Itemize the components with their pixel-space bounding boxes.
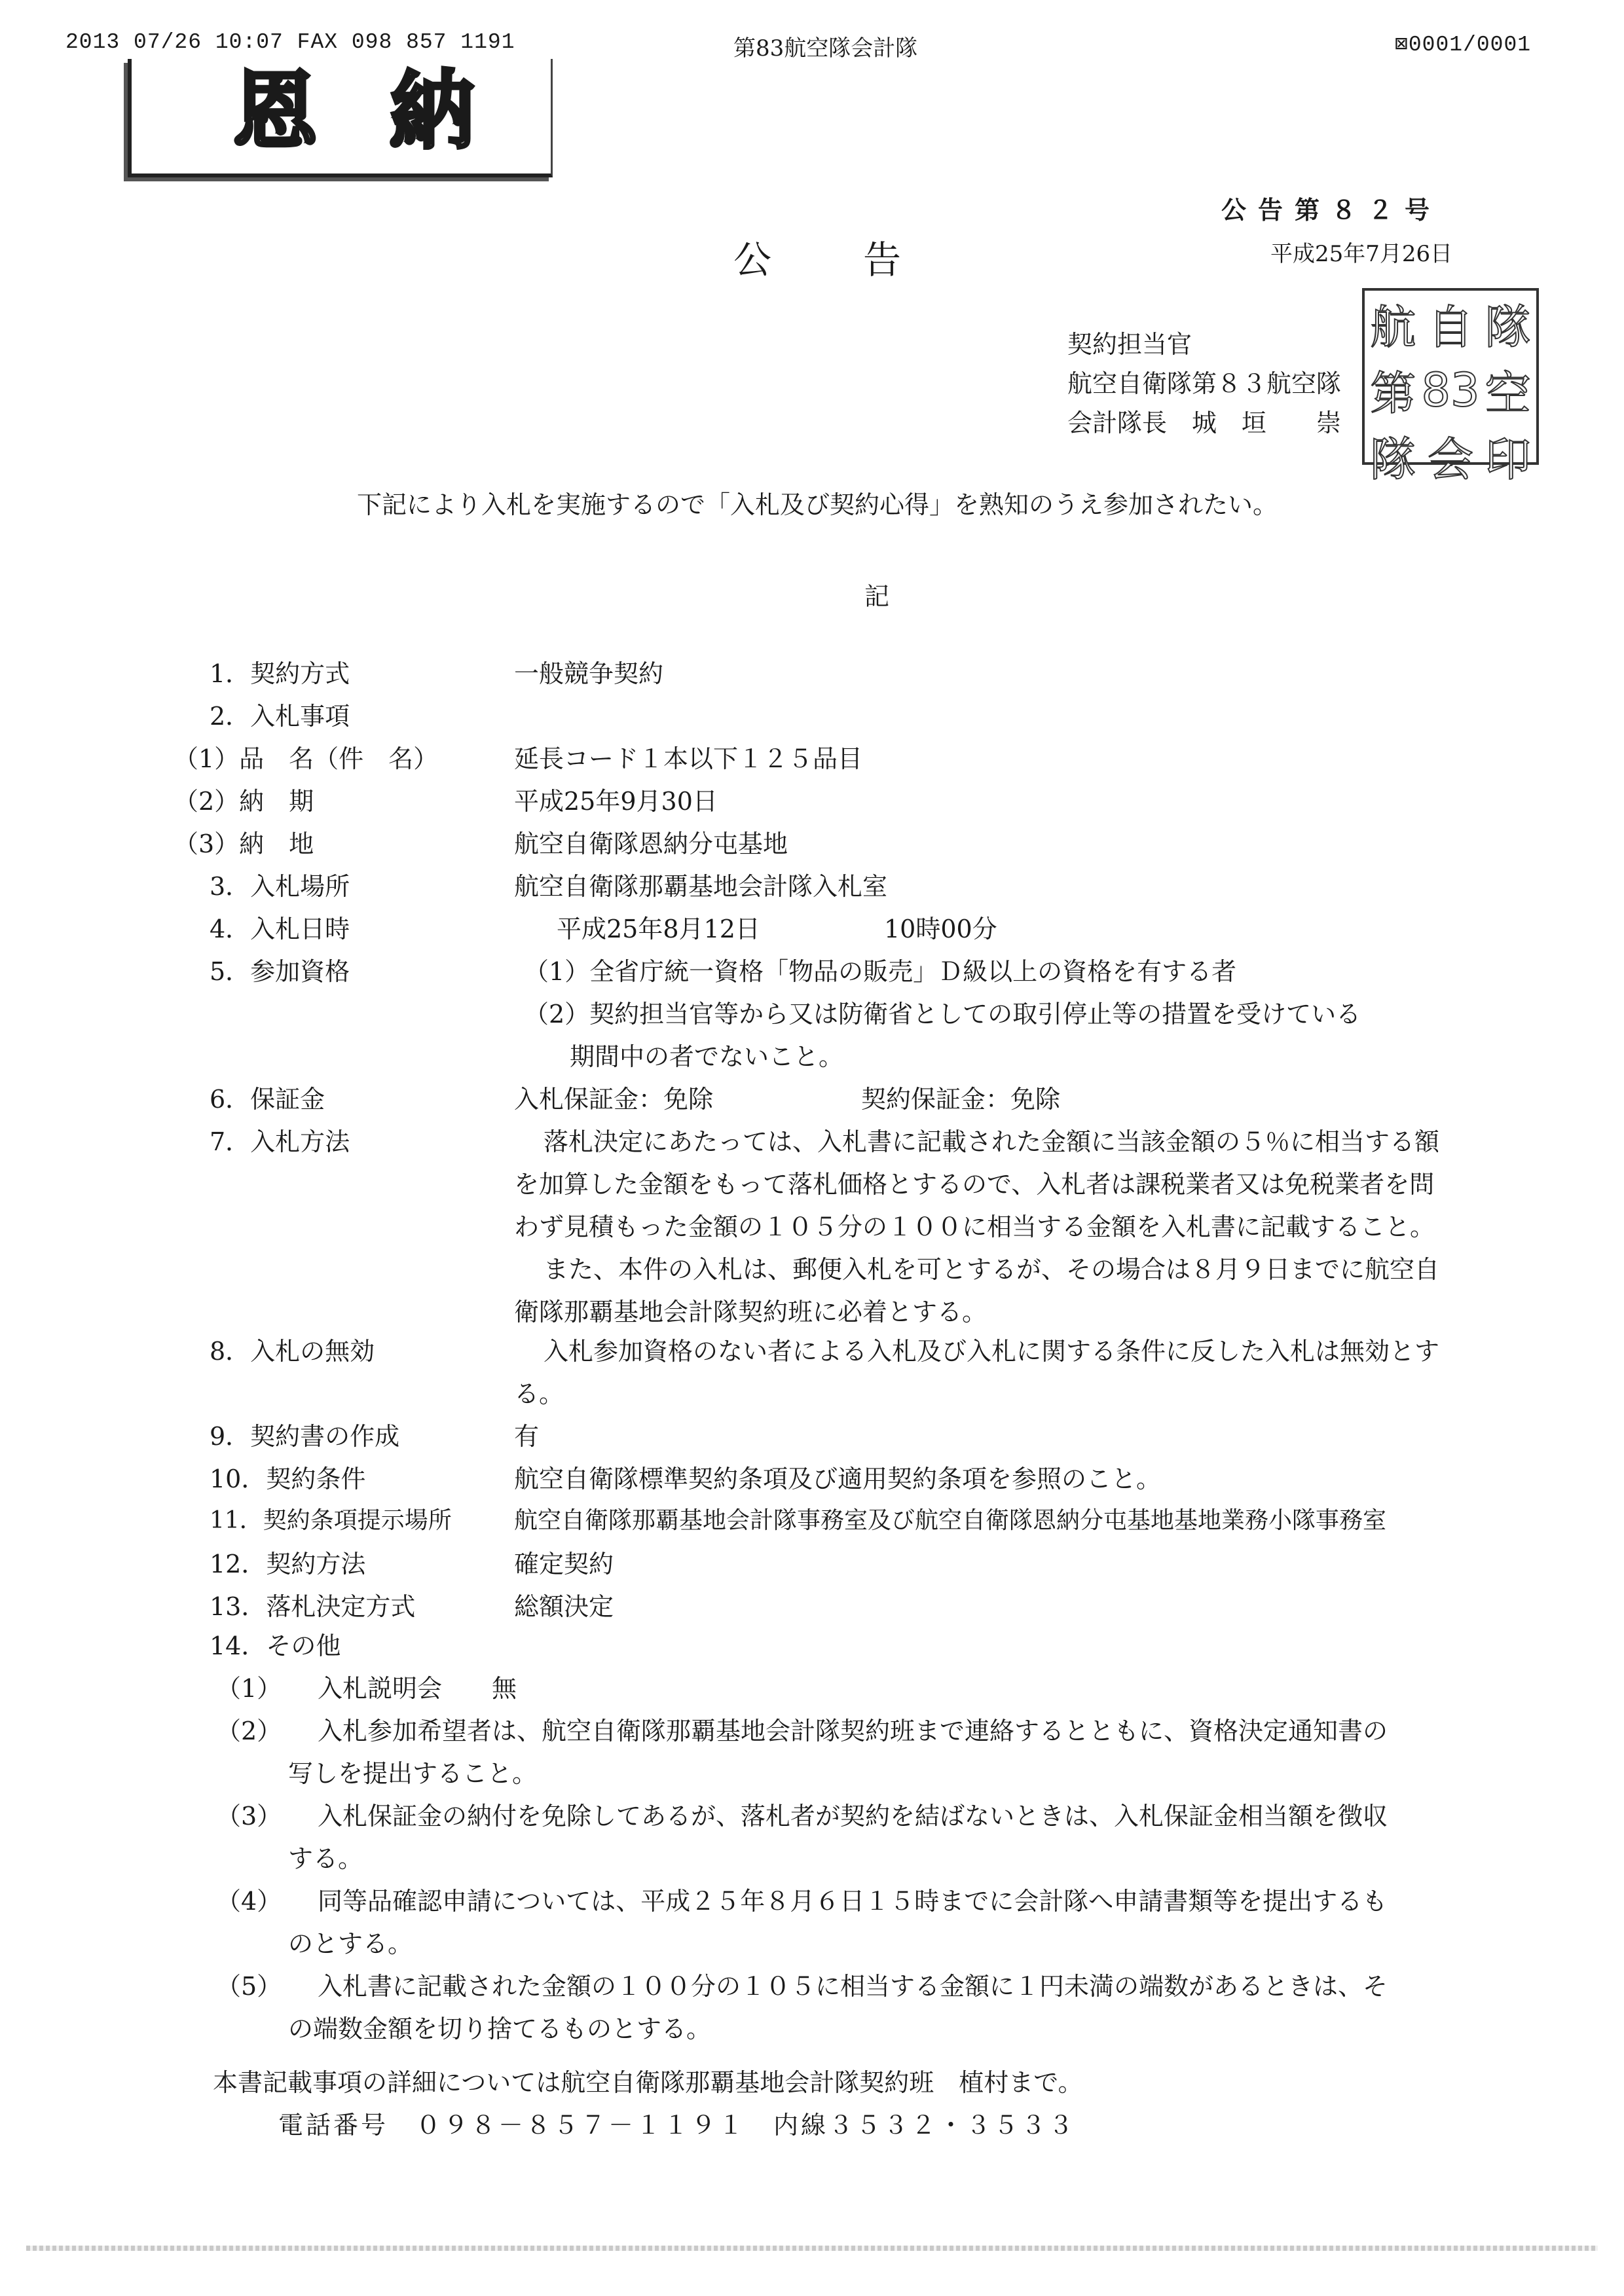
item-value: 総額決定: [514, 1592, 614, 1621]
other-label: （2）: [216, 1717, 282, 1745]
item-label: 3．入札場所: [210, 872, 350, 901]
item-value: を加算した金額をもって落札価格とするので、入札者は課税業者又は免税業者を問: [514, 1170, 1435, 1199]
seal-char: 印: [1485, 433, 1531, 486]
fax-transmission-line: 2013 07/26 10:07 FAX 098 857 1191: [65, 30, 515, 54]
seal-char: 83: [1421, 363, 1480, 417]
contact-phone: 電話番号 ０９８－８５７－１１９１ 内線３５３２・３５３３: [278, 2111, 1077, 2140]
contact-note: 本書記載事項の詳細については航空自衛隊那覇基地会計隊契約班 植村まで。: [213, 2068, 1083, 2097]
issuer-name: 会計隊長 城 垣 崇: [1067, 409, 1342, 437]
other-text: 入札保証金の納付を免除してあるが、落札者が契約を結ばないときは、入札保証金相当額を徴収: [318, 1802, 1388, 1831]
other-text: 入札説明会 無: [318, 1674, 517, 1703]
item-value: 入札参加資格のない者による入札及び入札に関する条件に反した入札は無効とす: [544, 1337, 1440, 1366]
fax-sender-org: 第83航空隊会計隊: [733, 35, 918, 62]
other-text: 入札参加希望者は、航空自衛隊那覇基地会計隊契約班まで連絡するとともに、資格決定通知書の: [318, 1717, 1388, 1745]
item-label: （2）納 期: [174, 787, 314, 816]
item-label: 8．入札の無効: [210, 1337, 375, 1366]
page-title: 公告: [733, 238, 993, 282]
scan-edge-artifact: [26, 2246, 1598, 2251]
item-label: 7．入札方法: [210, 1127, 350, 1156]
fax-page-counter: ⊠0001/0001: [1395, 33, 1532, 57]
other-text: の端数金額を切り捨てるものとする。: [288, 2014, 712, 2043]
item-value: （1）全省庁統一資格「物品の販売」Ｄ級以上の資格を有する者: [524, 957, 1237, 986]
item-value: また、本件の入札は、郵便入札を可とするが、その場合は８月９日までに航空自: [544, 1255, 1440, 1284]
item-label: 1．契約方式: [210, 659, 350, 688]
seal-char: 自: [1427, 301, 1473, 354]
seal-char: 隊: [1370, 433, 1416, 486]
item-value: 航空自衛隊恩納分屯基地: [514, 829, 788, 858]
official-seal: [1362, 288, 1539, 486]
item-label: 6．保証金: [210, 1085, 325, 1114]
seal-char: 航: [1370, 301, 1416, 354]
other-label: （1）: [216, 1674, 282, 1703]
item-value: 航空自衛隊那覇基地会計隊入札室: [514, 872, 888, 901]
item-value: 入札保証金：免除: [514, 1085, 714, 1114]
stamp-location-text: 恩納: [232, 62, 547, 161]
other-text: 同等品確認申請については、平成２５年８月６日１５時までに会計隊へ申請書類等を提出するも: [318, 1887, 1388, 1916]
other-label: （3）: [216, 1802, 282, 1831]
item-value: 平成25年9月30日: [514, 787, 718, 816]
item-value: る。: [514, 1379, 564, 1408]
other-label: （4）: [216, 1887, 282, 1916]
item-value: 有: [514, 1422, 540, 1451]
issuer-role: 契約担当官: [1067, 330, 1192, 359]
seal-char: 空: [1485, 367, 1531, 420]
seal-char: 隊: [1485, 301, 1531, 354]
item-label: 13．落札決定方式: [210, 1592, 416, 1621]
item-value: 航空自衛隊標準契約条項及び適用契約条項を参照のこと。: [514, 1465, 1162, 1493]
item-label: 4．入札日時: [210, 915, 350, 943]
item-value: 平成25年8月12日: [557, 915, 760, 943]
item-label: 5．参加資格: [210, 957, 350, 986]
item-value: 延長コード１本以下１２５品目: [514, 744, 863, 773]
item-value: 衛隊那覇基地会計隊契約班に必着とする。: [514, 1298, 987, 1326]
other-text: 写しを提出すること。: [288, 1759, 538, 1788]
seal-char: 第: [1370, 367, 1416, 420]
item-value: 確定契約: [514, 1550, 614, 1578]
item-value: 航空自衛隊那覇基地会計隊事務室及び航空自衛隊恩納分屯基地基地業務小隊事務室: [514, 1507, 1387, 1534]
item-label: 10．契約条件: [210, 1465, 366, 1493]
item-label: （3）納 地: [174, 829, 314, 858]
item-label: 11．契約条項提示場所: [210, 1507, 452, 1534]
item-value: （2）契約担当官等から又は防衛省としての取引停止等の措置を受けている: [524, 1000, 1361, 1029]
other-text: 入札書に記載された金額の１００分の１０５に相当する金額に１円未満の端数があるときは、そ: [318, 1972, 1388, 2001]
item-label: 2．入札事項: [210, 702, 350, 731]
other-text: する。: [288, 1844, 363, 1873]
notice-date: 平成25年7月26日: [1270, 241, 1453, 267]
item-value: 落札決定にあたっては、入札書に記載された金額に当該金額の５％に相当する額: [544, 1127, 1440, 1156]
item-label: （1）品 名（件 名）: [174, 744, 439, 773]
item-label: 9．契約書の作成: [210, 1422, 400, 1451]
item-value: 一般競争契約: [514, 659, 664, 688]
item-label: 14．その他: [210, 1631, 341, 1660]
item-label: 12．契約方法: [210, 1550, 366, 1578]
notice-number: 公告第８２号: [1221, 195, 1442, 225]
other-label: （5）: [216, 1972, 282, 2001]
item-value: わず見積もった金額の１０５分の１００に相当する金額を入札書に記載すること。: [514, 1212, 1435, 1241]
intro-text: 下記により入札を実施するので「入札及び契約心得」を熟知のうえ参加されたい。: [357, 490, 1278, 519]
issuer-unit: 航空自衛隊第８３航空隊: [1067, 369, 1342, 398]
ki-heading: 記: [864, 582, 890, 611]
other-text: のとする。: [288, 1929, 413, 1958]
seal-char: 会: [1427, 433, 1473, 486]
item-value: 期間中の者でないこと。: [570, 1042, 844, 1071]
item-value-2: 10時00分: [884, 915, 997, 943]
item-value-2: 契約保証金：免除: [861, 1085, 1061, 1114]
